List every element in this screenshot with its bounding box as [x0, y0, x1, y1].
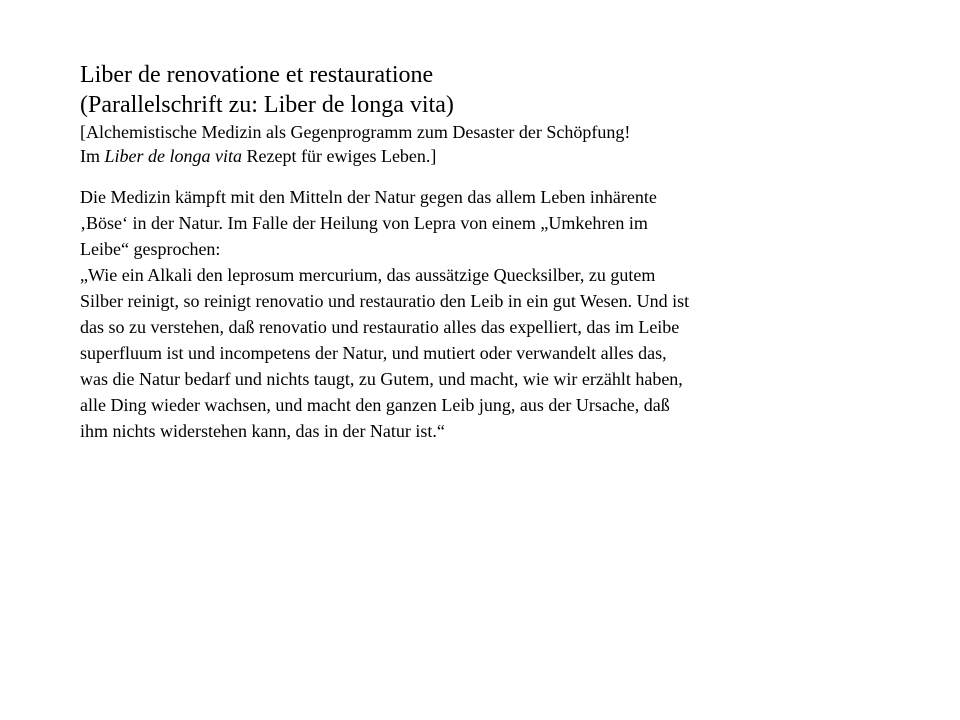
- note-line-2: [80, 144, 820, 168]
- quote-line: was die Natur bedarf und nichts taugt, zu Gutem, und macht, wie wir erzählt haben,: [80, 369, 683, 389]
- body-line: ‚Böse‘ in der Natur. Im Falle der Heilung von Lepra von einem „Umkehren im: [80, 213, 648, 233]
- quote-line: superfluum ist und incompetens der Natur, und mutiert oder verwandelt alles das,: [80, 343, 667, 363]
- title-line-1: Liber de renovatione et restauratione: [80, 62, 434, 88]
- note-line-2-book-title: Liber de longa vita: [104, 146, 242, 166]
- quote-line: alle Ding wieder wachsen, und macht den ganzen Leib jung, aus der Ursache, daß: [80, 395, 670, 415]
- note-line-2-prefix: Im: [80, 146, 105, 166]
- quote-line: ihm nichts widerstehen kann, das in der Natur ist.“: [80, 421, 445, 441]
- bracket-note: [80, 120, 820, 168]
- quote-line: „Wie ein Alkali den leprosum mercurium, das aussätzige Quecksilber, zu gutem: [80, 265, 656, 285]
- note-line-2-suffix: Rezept für ewiges Leben.]: [242, 146, 437, 166]
- quote-line: Silber reinigt, so reinigt renovatio und restauratio den Leib in ein gut Wesen. Und ist: [80, 291, 690, 311]
- body-text: [80, 184, 820, 444]
- body-line: Leibe“ gesprochen:: [80, 239, 221, 259]
- slide-content: [80, 60, 820, 444]
- slide-title: [80, 60, 820, 120]
- body-line: Die Medizin kämpft mit den Mitteln der Natur gegen das allem Leben inhärente: [80, 187, 657, 207]
- quote-line: das so zu verstehen, daß renovatio und restauratio alles das expelliert, das im Leibe: [80, 317, 680, 337]
- title-line-2: (Parallelschrift zu: Liber de longa vita): [80, 92, 454, 118]
- note-line-1: [Alchemistische Medizin als Gegenprogramm zum Desaster der Schöpfung!: [80, 122, 631, 142]
